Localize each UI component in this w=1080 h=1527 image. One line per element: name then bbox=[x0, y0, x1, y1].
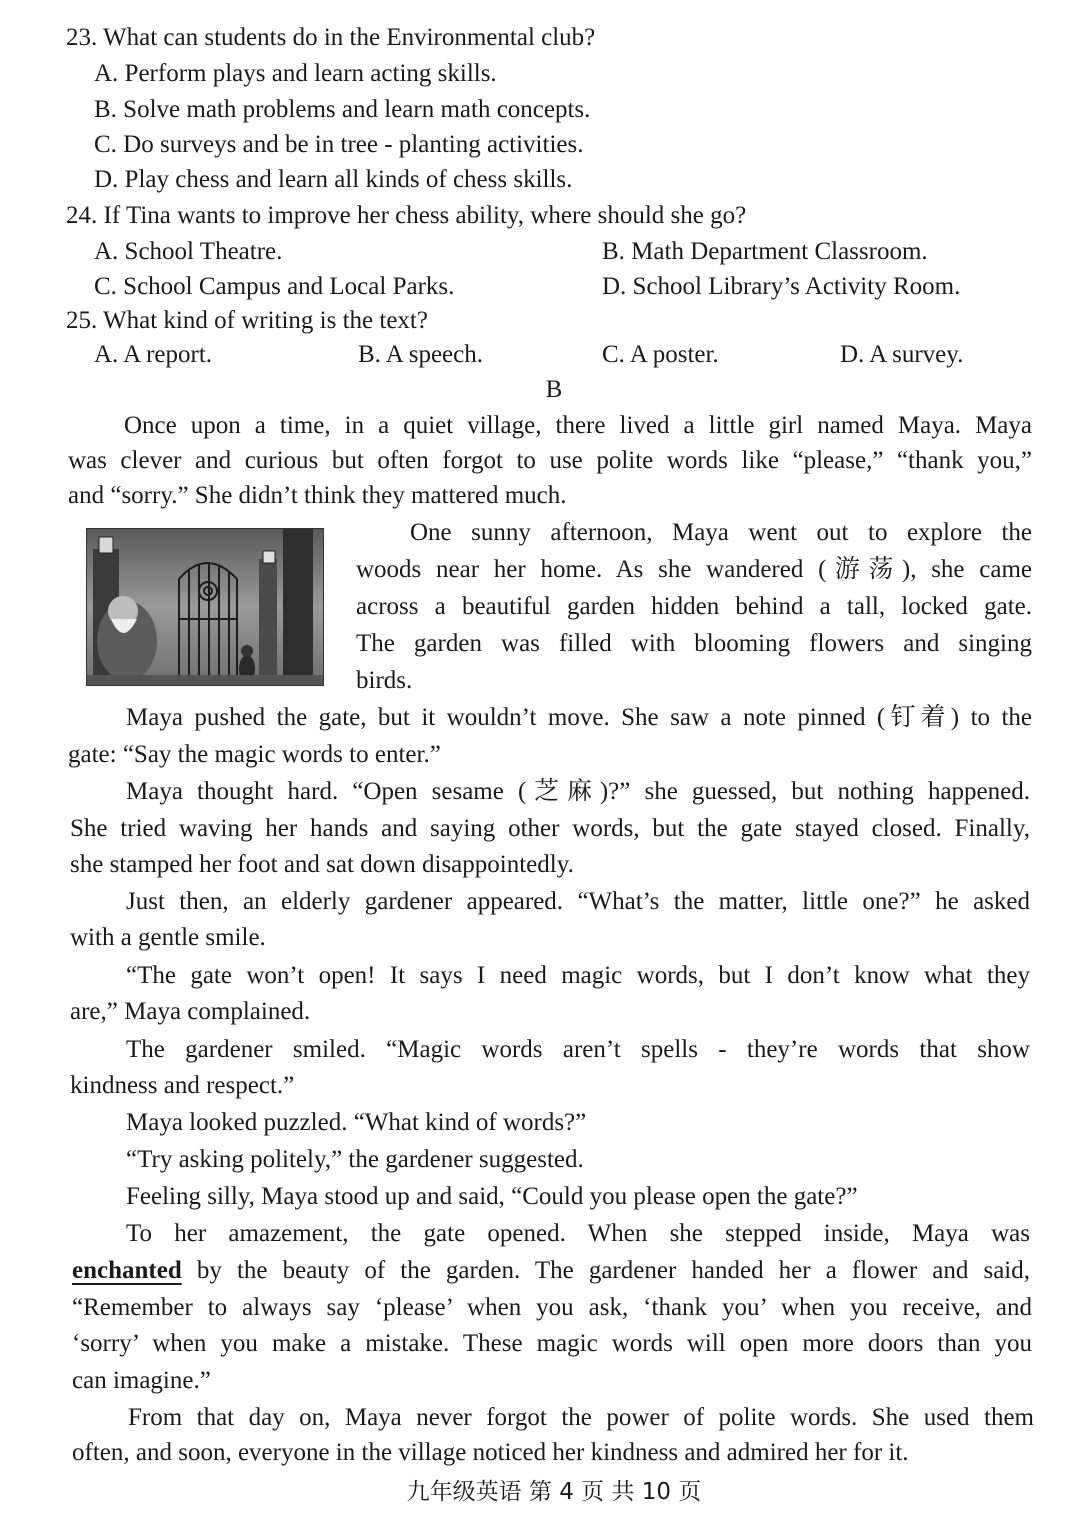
question-25-option-b: B. A speech. bbox=[358, 341, 483, 368]
story-p2-line1: One sunny afternoon, Maya went out to explore the bbox=[410, 519, 1032, 546]
story-p2-line4: The garden was filled with blooming flowers and singing bbox=[356, 630, 1032, 657]
story-p11-line2-rest: by the beauty of the garden. The gardener handed her a flower and said, bbox=[181, 1257, 1030, 1284]
story-p11-line1: To her amazement, the gate opened. When she stepped inside, Maya was bbox=[126, 1220, 1030, 1247]
story-p5-line1: Just then, an elderly gardener appeared. “What’s the matter, little one?” he asked bbox=[126, 888, 1030, 915]
question-24-option-c: C. School Campus and Local Parks. bbox=[94, 273, 455, 300]
story-p10: Feeling silly, Maya stood up and said, “Could you please open the gate?” bbox=[126, 1183, 858, 1210]
story-p7-line2: kindness and respect.” bbox=[70, 1072, 295, 1099]
story-p1-line1: Once upon a time, in a quiet village, there lived a little girl named Maya. Maya bbox=[124, 412, 1032, 439]
story-p12-line2: often, and soon, everyone in the village noticed her kindness and admired her for it. bbox=[72, 1439, 909, 1466]
question-25-option-a: A. A report. bbox=[94, 341, 213, 368]
story-p11-line3: “Remember to always say ‘please’ when you ask, ‘thank you’ when you receive, and bbox=[72, 1294, 1032, 1321]
section-label: B bbox=[545, 376, 563, 403]
story-p4-line1: Maya thought hard. “Open sesame (芝麻)?” she guessed, but nothing happened. bbox=[126, 778, 1030, 805]
question-23-option-b: B. Solve math problems and learn math concepts. bbox=[94, 96, 591, 123]
story-p2-line5: birds. bbox=[356, 667, 413, 694]
question-25-option-c: C. A poster. bbox=[602, 341, 719, 368]
story-p11-line2 bbox=[72, 1253, 1030, 1290]
story-p5-line2: with a gentle smile. bbox=[70, 924, 266, 951]
story-p7-line1: The gardener smiled. “Magic words aren’t spells - they’re words that show bbox=[126, 1036, 1030, 1063]
question-24-option-d: D. School Library’s Activity Room. bbox=[602, 273, 961, 300]
story-p3-line2: gate: “Say the magic words to enter.” bbox=[68, 741, 441, 768]
story-p6-line1: “The gate won’t open! It says I need magic words, but I don’t know what they bbox=[126, 962, 1030, 989]
question-23-option-a: A. Perform plays and learn acting skills. bbox=[94, 60, 497, 87]
story-p4-line3: she stamped her foot and sat down disappointedly. bbox=[70, 851, 574, 878]
story-p9: “Try asking politely,” the gardener suggested. bbox=[126, 1146, 584, 1173]
question-24-option-b: B. Math Department Classroom. bbox=[602, 238, 928, 265]
question-23-stem: 23. What can students do in the Environmental club? bbox=[66, 24, 596, 51]
story-p8: Maya looked puzzled. “What kind of words?” bbox=[126, 1109, 587, 1136]
story-p3-line1: Maya pushed the gate, but it wouldn’t move. She saw a note pinned (钉着) to the bbox=[126, 704, 1032, 731]
question-23-option-c: C. Do surveys and be in tree - planting activities. bbox=[94, 131, 584, 158]
question-24-option-a: A. School Theatre. bbox=[94, 238, 283, 265]
underlined-word-enchanted: enchanted bbox=[72, 1257, 182, 1284]
story-p2-line3: across a beautiful garden hidden behind a tall, locked gate. bbox=[356, 593, 1032, 620]
story-p2-line2: woods near her home. As she wandered (游荡), she came bbox=[356, 556, 1032, 583]
question-23-option-d: D. Play chess and learn all kinds of chess skills. bbox=[94, 166, 573, 193]
story-p1-line2: was clever and curious but often forgot to use polite words like “please,” “thank you,” bbox=[68, 447, 1032, 474]
page-footer: 九年级英语 第 4 页 共 10 页 bbox=[406, 1479, 702, 1505]
question-25-stem: 25. What kind of writing is the text? bbox=[66, 307, 428, 334]
question-25-option-d: D. A survey. bbox=[840, 341, 964, 368]
story-illustration bbox=[86, 528, 324, 686]
story-p6-line2: are,” Maya complained. bbox=[70, 998, 311, 1025]
question-24-stem: 24. If Tina wants to improve her chess ability, where should she go? bbox=[66, 202, 747, 229]
story-p12-line1: From that day on, Maya never forgot the power of polite words. She used them bbox=[128, 1404, 1034, 1431]
story-p4-line2: She tried waving her hands and saying other words, but the gate stayed closed. Finally, bbox=[70, 815, 1030, 842]
story-p11-line4: ‘sorry’ when you make a mistake. These magic words will open more doors than you bbox=[72, 1330, 1032, 1357]
story-p1-line3: and “sorry.” She didn’t think they mattered much. bbox=[68, 482, 567, 509]
story-p11-line5: can imagine.” bbox=[72, 1367, 211, 1394]
